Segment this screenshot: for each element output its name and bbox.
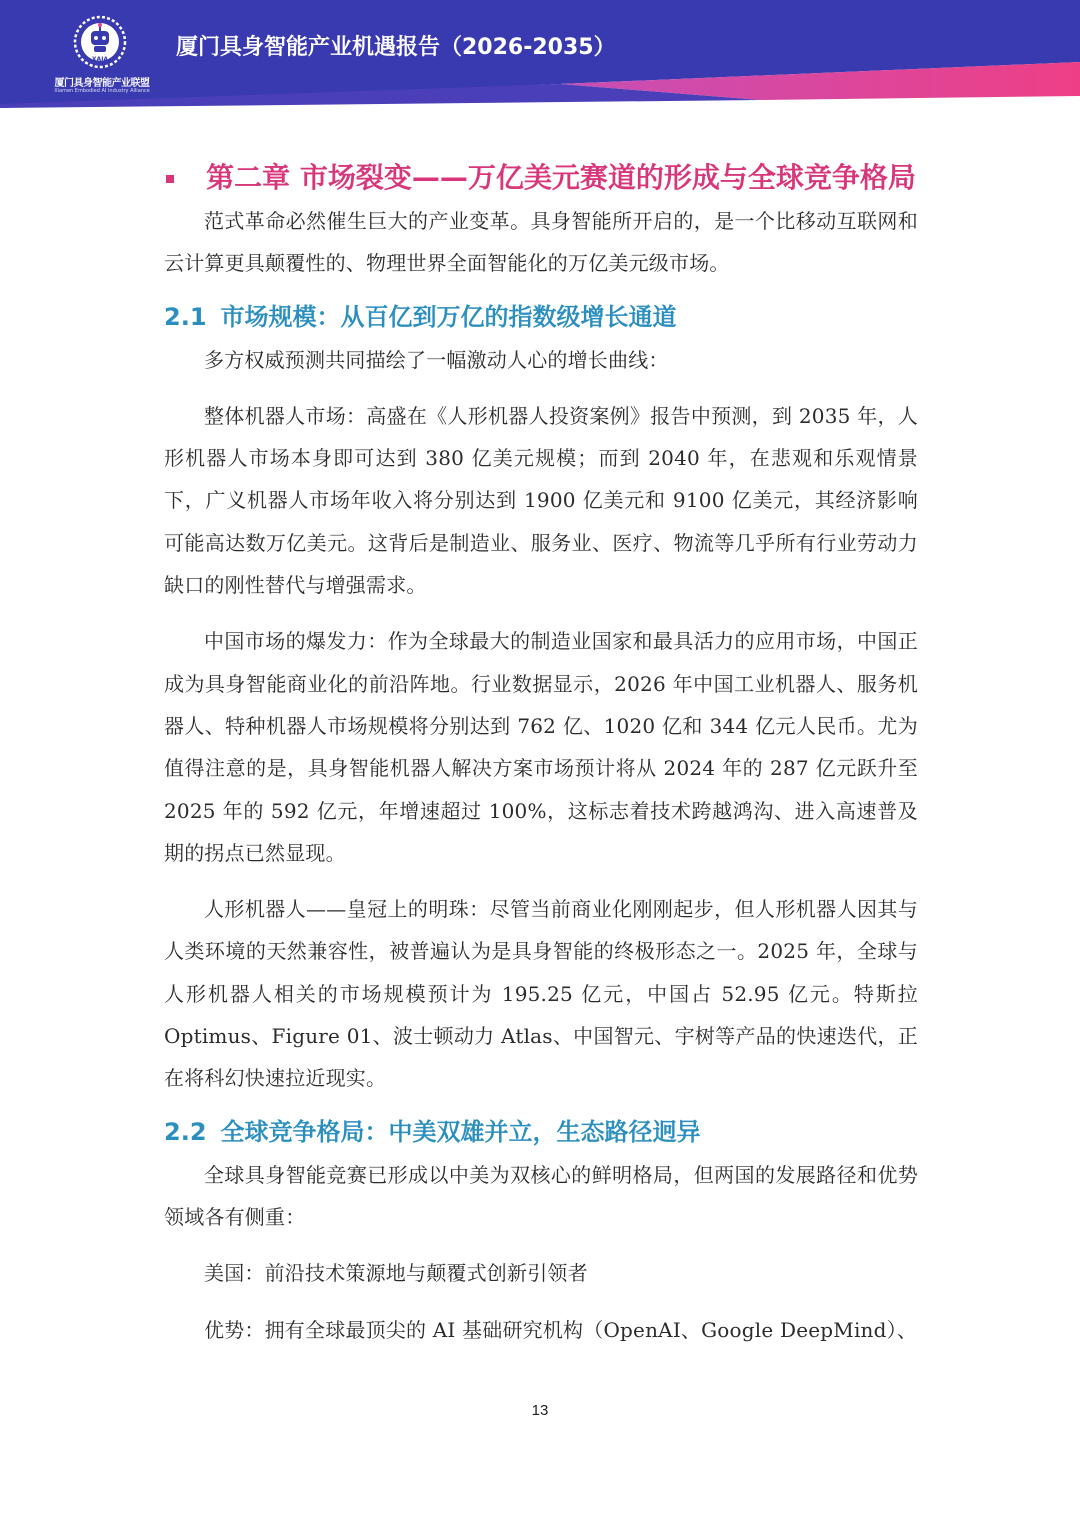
body-paragraph: 人形机器人——皇冠上的明珠：尽管当前商业化刚刚起步，但人形机器人因其与人类环境的天然兼容性，被普遍认为是具身智能的终极形态之一。2025 年，全球与人形机器人相关的市场规模预计为 195.25 亿元，中国占 52.95 亿元。特斯拉 Optimus、Figure 01、波士顿动力 Atlas、中国智元、宇树等产品的快速迭代，正在将科幻快速拉近现实。 [164,897,918,1091]
section-heading-2-2 [164,1110,918,1154]
report-header-banner [0,0,1080,108]
body-paragraph: 美国：前沿技术策源地与颠覆式创新引领者 [204,1261,588,1286]
chapter-intro-paragraph: 范式革命必然催生巨大的产业变革。具身智能所开启的，是一个比移动互联网和云计算更具颠覆性的、物理世界全面智能化的万亿美元级市场。 [164,209,918,276]
page-number: 13 [531,1402,549,1419]
report-title: 厦门具身智能产业机遇报告（2026-2035） [176,35,616,60]
body-paragraph: 多方权威预测共同描绘了一幅激动人心的增长曲线： [204,347,669,372]
body-paragraph: 全球具身智能竞赛已形成以中美为双核心的鲜明格局，但两国的发展路径和优势领域各有侧重： [164,1162,918,1229]
alliance-logo-icon [72,14,128,70]
body-paragraph: 中国市场的爆发力：作为全球最大的制造业国家和最具活力的应用市场，中国正成为具身智能商业化的前沿阵地。行业数据显示，2026 年中国工业机器人、服务机器人、特种机器人市场规模将分别达到 762 亿、1020 亿和 344 亿元人民币。尤为值得注意的是，具身智能机器人解决方案市场预计将从 2024 年的 287 亿元跃升至 2025 年的 592 亿元，年增速超过 100%，这标志着技术跨越鸿沟、进入高速普及期的拐点已然显现。 [164,629,918,865]
chapter-title: 第二章 市场裂变——万亿美元赛道的形成与全球竞争格局 [206,161,916,194]
organization-name-en: Xiamen Embodied AI Industry Alliance [54,88,150,94]
chapter-bullet-icon [166,175,174,183]
chapter-heading [164,156,918,200]
body-paragraph: 整体机器人市场：高盛在《人形机器人投资案例》报告中预测，到 2035 年，人形机器人市场本身即可达到 380 亿美元规模；而到 2040 年，在悲观和乐观情景下，广义机器人市场年收入将分别达到 1900 亿美元和 9100 亿美元，其经济影响可能高达数万亿美元。这背后是制造业、服务业、医疗、物流等几乎所有行业劳动力缺口的刚性替代与增强需求。 [164,403,918,598]
organization-name: 厦门具身智能产业联盟 [54,78,150,89]
section-title: 市场规模：从百亿到万亿的指数级增长通道 [220,302,677,331]
section-number: 2.2 [164,1117,207,1146]
section-title: 全球竞争格局：中美双雄并立，生态路径迥异 [220,1117,701,1146]
section-heading-2-1 [164,295,918,339]
body-paragraph: 优势：拥有全球最顶尖的 AI 基础研究机构（OpenAI、Google DeepMind）、 [204,1317,918,1342]
logo-text: XAIA [91,56,109,63]
page-content [164,150,918,1351]
section-number: 2.1 [164,302,207,331]
